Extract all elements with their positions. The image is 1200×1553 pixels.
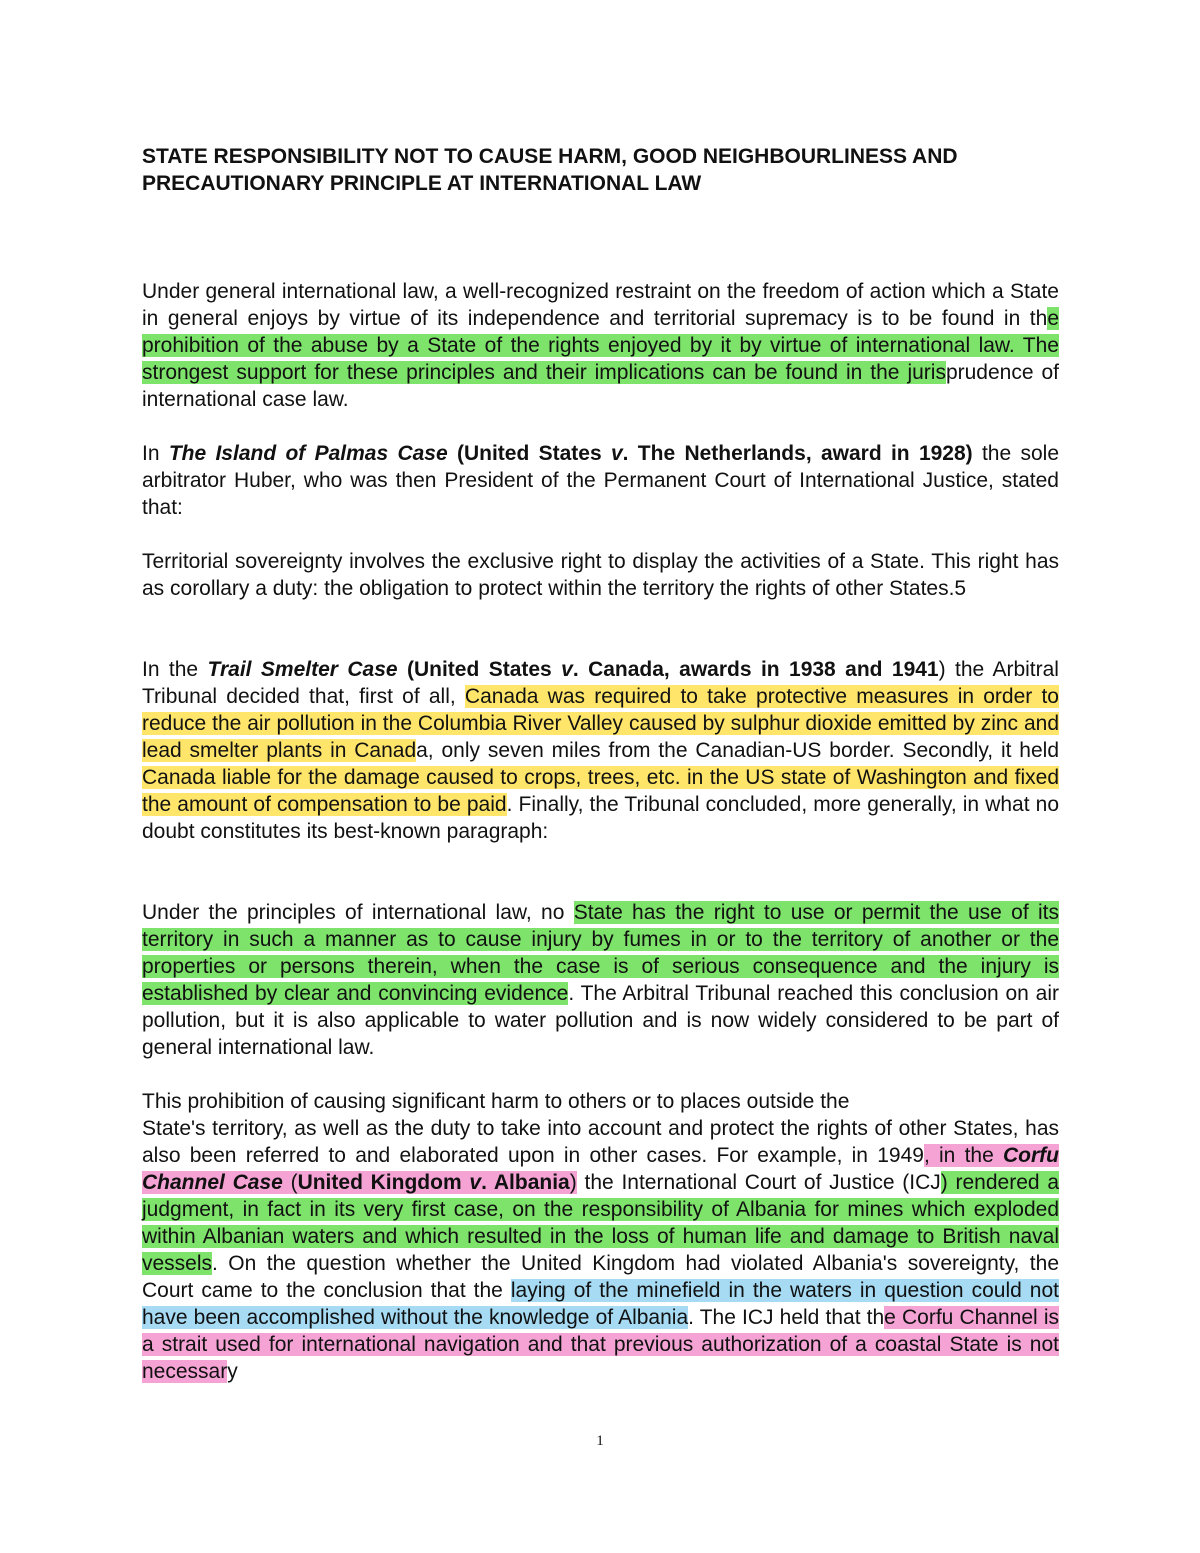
text-run: . Finally, the Tribunal concluded, more generally, in what no doubt constitutes its best-known paragraph: (142, 793, 1059, 843)
paragraph-intro (142, 278, 1059, 413)
versus-label: v (561, 658, 573, 681)
text-run: a, only seven miles from the Canadian-US border. Secondly, it held (416, 739, 1059, 762)
paragraph-principles (142, 899, 1059, 1061)
text-run: the sole arbitrator Huber, who was then President of the Permanent Court of International Justice, stated that: (142, 442, 1059, 519)
versus-label: v (469, 1171, 482, 1194)
highlight-pink: e Corfu Channel is a strait used for international navigation and that previous authorization of a coastal State is not necessar (142, 1306, 1059, 1383)
text-run: . The Netherlands, award in 1928) (622, 442, 973, 465)
text-run: . Canada, awards in 1938 and 1941 (572, 658, 939, 681)
case-name: Corfu Channel Case (142, 1144, 1059, 1194)
text-run: In the (142, 658, 208, 681)
text-line: This prohibition of causing significant harm to others or to places outside the (142, 1090, 850, 1113)
text-run: (United States (447, 442, 611, 465)
text-run: the International Court of Justice (ICJ (576, 1171, 941, 1194)
text-run: ( (282, 1171, 298, 1194)
page-number: 1 (596, 1433, 604, 1449)
text-run: . The Arbitral Tribunal reached this conclusion on air pollution, but it is also applicable to water pollution and is now widely considered to be part of general international law. (142, 982, 1059, 1059)
text-run: State's territory, as well as the duty to take into account and protect the rights of other States, has also been referred to and elaborated upon in other cases. For example, in 1949 (142, 1117, 1059, 1167)
text-run: , in the (923, 1144, 1003, 1167)
text-run: Under general international law, a well-recognized restraint on the freedom of action which a State in general enjoys by virtue of its independence and territorial supremacy is to be found in th (142, 280, 1059, 330)
paragraph-island-of-palmas (142, 440, 1059, 521)
paragraph-corfu-channel (142, 1088, 1059, 1385)
highlight-yellow: Canada liable for the damage caused to crops, trees, etc. in the US state of Washington and fixed the amount of compensation to be paid (142, 766, 1059, 816)
case-name: The Island of Palmas Case (168, 442, 448, 465)
text-run: ) (569, 1171, 577, 1194)
text-run: prudence of international case law. (142, 361, 1059, 411)
highlight-green: e prohibition of the abuse by a State of the rights enjoyed by it by virtue of international law. The strongest support for these principles and their implications can be found in the juris (142, 307, 1059, 384)
text-run: . The ICJ held that th (688, 1306, 885, 1329)
text-run: (United States (397, 658, 562, 681)
document-title: STATE RESPONSIBILITY NOT TO CAUSE HARM, GOOD NEIGHBOURLINESS AND PRECAUTIONARY PRINCIPLE AT INTERNATIONAL LAW (142, 145, 958, 195)
text-run: United Kingdom (297, 1171, 470, 1194)
text-run: y (227, 1360, 238, 1383)
text-run: ) the Arbitral Tribunal decided that, first of all, (142, 658, 1059, 708)
paragraph-quote-huber (142, 548, 1059, 602)
text-run: In (142, 442, 169, 465)
case-name: Trail Smelter Case (207, 658, 398, 681)
highlight-yellow: Canada was required to take protective measures in order to reduce the air pollution in the Columbia River Valley caused by sulphur dioxide emitted by zinc and lead smelter plants in Canad (142, 685, 1059, 762)
quote-text: Territorial sovereignty involves the exclusive right to display the activities of a State. This right has as corollary a duty: the obligation to protect within the territory the rights of other States.5 (142, 550, 1059, 600)
versus-label: v (610, 442, 623, 465)
highlight-blue: laying of the minefield in the waters in question could not have been accomplished without the knowledge of Albania (142, 1279, 1059, 1329)
highlight-green: ) rendered a judgment, in fact in its very first case, on the responsibility of Albania for mines which exploded within Albanian waters and which resulted in the loss of human life and damage to British naval vessels (142, 1171, 1060, 1275)
highlight-green: State has the right to use or permit the use of its territory in such a manner as to cause injury by fumes in or to the territory of another or the properties or persons therein, when the case is of serious consequence and the injury is established by clear and convincing evidence (142, 901, 1059, 1005)
text-run: Under the principles of international law, no (142, 901, 574, 924)
text-run: . Albania (481, 1171, 570, 1194)
text-run: . On the question whether the United Kingdom had violated Albania's sovereignty, the Court came to the conclusion that the (142, 1252, 1059, 1302)
paragraph-trail-smelter (142, 656, 1059, 845)
